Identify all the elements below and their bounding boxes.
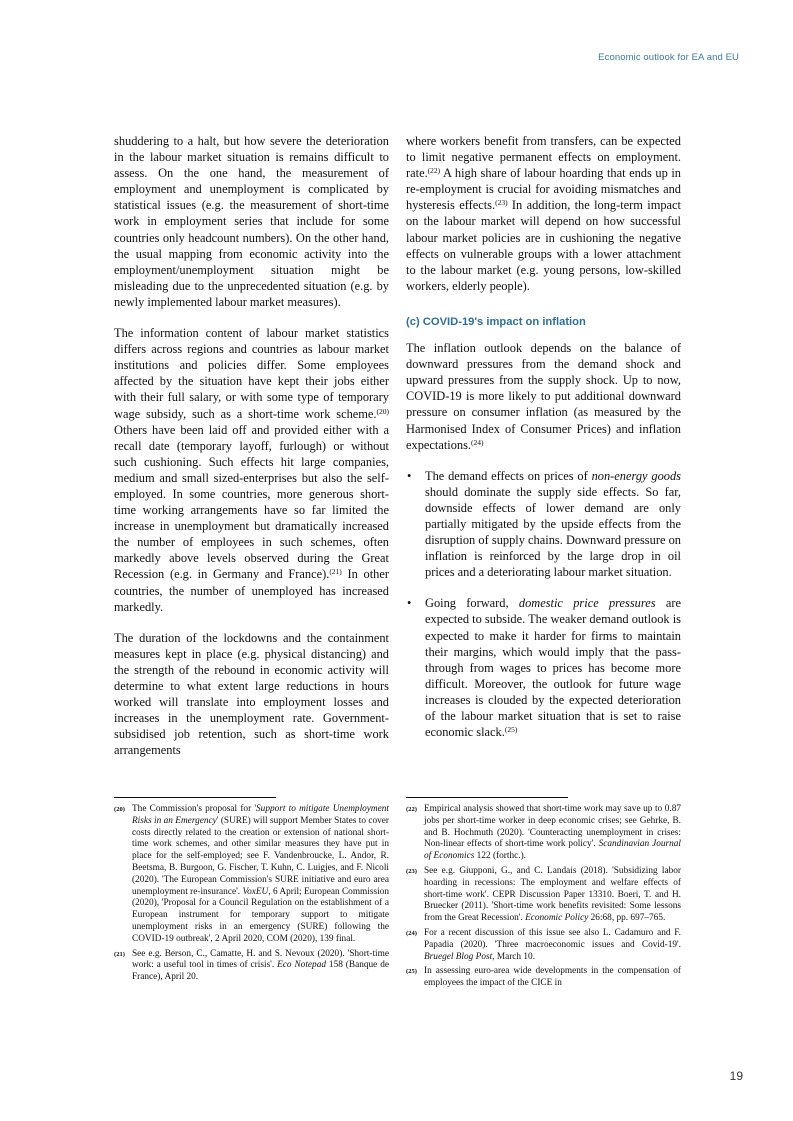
paragraph: shuddering to a halt, but how severe the deterioration in the labour market situation is remains difficult to assess. On the one hand, the measurement of employment and unemployment is complicated by statistical issues (e.g. the measurement of short-time work in employment series that include for some countries only headcount numbers). On the other hand, the usual mapping from economic activity into the employment/unemployment situation might be misleading due to the unprecedented situation (e.g. by newly implemented labour market measures). bbox=[114, 134, 389, 309]
bullet-list bbox=[406, 468, 681, 741]
footnote bbox=[406, 866, 681, 925]
paragraph bbox=[406, 133, 681, 294]
running-header: Economic outlook for EA and EU bbox=[598, 52, 739, 63]
text: The information content of labour market statistics differs across regions and countries as labour market institutions and policies differ. Some employees affected by the situation have kept their jobs either with their full salary, or with some type of temporary wage subsidy, such as a short-time work scheme. bbox=[114, 326, 389, 421]
text: 26:68, pp. 697–765. bbox=[588, 913, 666, 924]
footnote-number: (20) bbox=[114, 806, 125, 813]
bullet-icon: • bbox=[407, 468, 412, 483]
footnote bbox=[114, 804, 389, 946]
paragraph bbox=[406, 340, 681, 453]
text: Others have been laid off and provided either with a recall date (temporary layoff, furlough) or without such cushioning. Such effects hit large companies, medium and small sized-enterprises but also the self-employed. In some countries, more generous short-time working arrangements have so far limited the increase in unemployment but dramatically increased the number of employees in such schemes, often markedly above levels observed during the Great Recession (e.g. in Germany and France). bbox=[114, 422, 389, 582]
section-subheading: (c) COVID-19's impact on inflation bbox=[406, 315, 586, 328]
text: See e.g. Giupponi, G., and C. Landais (2018). 'Subsidizing labor hoarding in recessions: The employment and welfare effects of short-time work'. CEPR Discussion Paper 13310. Boeri, T. and H. Bruecker (2011). 'Short-time work benefits revisited: Some lessons from the Great Recession'. bbox=[424, 865, 681, 924]
right-column bbox=[406, 133, 681, 755]
emphasis: Scandinavian Journal of Economics bbox=[424, 839, 682, 862]
text: In addition, the long-term impact on the labour market will depend on how successful labour market policies are in cushioning the negative effects on vulnerable groups with a lower attachment to the labour market (e.g. young persons, low-skilled workers, elderly people). bbox=[406, 198, 681, 293]
footnote-number: (23) bbox=[406, 867, 417, 875]
text: ' (SURE) will support Member States to cover costs directly related to the creation or extension of national short-time work schemes, and other similar measures they have put in place for the self-employed; see F. Vandenbroucke, L. Andor, R. Beetsma, B. Burgoon, G. Fischer, T. Kuhn, C. Luigjes, and F. Nicoli (2020). 'The European Commission's SURE initiative and euro area unemployment re-insurance'. bbox=[132, 815, 389, 897]
bullet-icon: • bbox=[407, 596, 412, 611]
text: The demand effects on prices of bbox=[425, 468, 592, 483]
footnote-divider bbox=[114, 797, 276, 798]
text: where workers benefit from transfers, can be expected to limit negative permanent effects on employment. rate. bbox=[406, 134, 681, 181]
page-number: 19 bbox=[729, 1069, 743, 1083]
footnote-number: (24) bbox=[406, 929, 417, 937]
list-item bbox=[406, 595, 681, 740]
emphasis: Eco Notepad bbox=[277, 960, 326, 971]
text: In other countries, the number of unemployed has increased markedly. bbox=[114, 567, 389, 614]
paragraph: The duration of the lockdowns and the containment measures kept in place (e.g. physical distancing) and the strength of the rebound in economic activity will determine to what extent large reductions in hours worked will translate into employment losses and increases in the unemployment rate. Government-subsidised job retention, such as short-time work arrangements bbox=[114, 630, 389, 758]
footnote-number: (22) bbox=[406, 806, 417, 813]
footnote-ref[interactable]: (23) bbox=[495, 198, 508, 208]
list-item bbox=[406, 468, 681, 581]
footnote-divider bbox=[406, 797, 568, 798]
text: In assessing euro-area wide developments in the compensation of employees the impact of the CICE in bbox=[424, 966, 681, 989]
footnote-ref[interactable]: (25) bbox=[504, 725, 518, 735]
emphasis: Bruegel Blog Post bbox=[424, 951, 493, 962]
paragraph bbox=[114, 325, 389, 615]
emphasis: Economic Policy bbox=[525, 913, 589, 924]
footnote bbox=[406, 804, 681, 863]
emphasis: non-energy goods bbox=[591, 468, 681, 483]
text: 158 (Banque de France), April 20. bbox=[132, 960, 389, 983]
text: , March 10. bbox=[492, 951, 536, 962]
text: should dominate the supply side effects. So far, downside effects of lower demand are only partially mitigated by the upside effects from the disruption of supply chains. Downward pressure on inflation is reinforced by the large drop in oil prices and a deteriorating labour market situation. bbox=[425, 484, 681, 580]
text: , 6 April; European Commission (2020), 'Proposal for a Council Regulation on the establishment of a European instrument for temporary support to mitigate unemployment risks in an emergency (SURE) following the COVID-19 outbreak', 2 April 2020, COM (2020), 139 final. bbox=[132, 886, 389, 944]
text: The inflation outlook depends on the balance of downward pressures from the demand shock and upward pressures from the supply shock. Up to now, COVID-19 is more likely to put additional downward pressure on consumer inflation (as measured by the Harmonised Index of Consumer Prices) and inflation expectations. bbox=[406, 341, 681, 452]
text: are expected to subside. The weaker demand outlook is expected to make it harder for firms to maintain their margins, which would imply that the pass-through from wages to prices has become more difficult. Moreover, the outlook for future wage increases is clouded by the expected deterioration of the labour market situation that is set to raise economic slack. bbox=[425, 596, 681, 740]
footnote-ref[interactable]: (24) bbox=[471, 437, 484, 447]
footnote-ref[interactable]: (22) bbox=[427, 166, 441, 176]
text: 122 (forthc.). bbox=[474, 851, 526, 862]
footnote-number: (25) bbox=[406, 968, 417, 976]
left-column bbox=[114, 133, 389, 758]
text: A high share of labour hoarding that ends up in re-employment is crucial for avoiding mismatches and hysteresis effects. bbox=[406, 166, 681, 213]
text: See e.g. Berson, C., Camatte, H. and S. Nevoux (2020). 'Short-time work: a useful tool in times of crisis'. bbox=[132, 948, 389, 971]
footnote bbox=[406, 928, 681, 963]
text: For a recent discussion of this issue see also L. Cadamuro and F. Papadia (2020). 'Three macroeconomic issues and Covid-19'. bbox=[424, 927, 681, 950]
footnotes-left bbox=[114, 804, 389, 987]
footnotes-right bbox=[406, 804, 681, 993]
footnote bbox=[114, 949, 389, 984]
text: Going forward, bbox=[425, 596, 519, 611]
footnote-number: (21) bbox=[114, 950, 125, 958]
footnote-ref[interactable]: (21) bbox=[329, 567, 342, 577]
footnote-ref[interactable]: (20) bbox=[376, 406, 389, 416]
emphasis: VoxEU bbox=[242, 886, 269, 897]
footnote bbox=[406, 966, 681, 990]
emphasis: domestic price pressures bbox=[518, 596, 656, 611]
emphasis: Support to mitigate Unemployment Risks in an Emergency bbox=[132, 804, 389, 826]
text: The Commission's proposal for ' bbox=[132, 804, 257, 814]
text: Empirical analysis showed that short-time work may save up to 0.87 jobs per short-time worker in deep economic crises; see Gehrke, B. and B. Hochmuth (2020). 'Counteracting unemployment in crises: Non-linear effects of short-time work policy'. bbox=[424, 804, 681, 850]
